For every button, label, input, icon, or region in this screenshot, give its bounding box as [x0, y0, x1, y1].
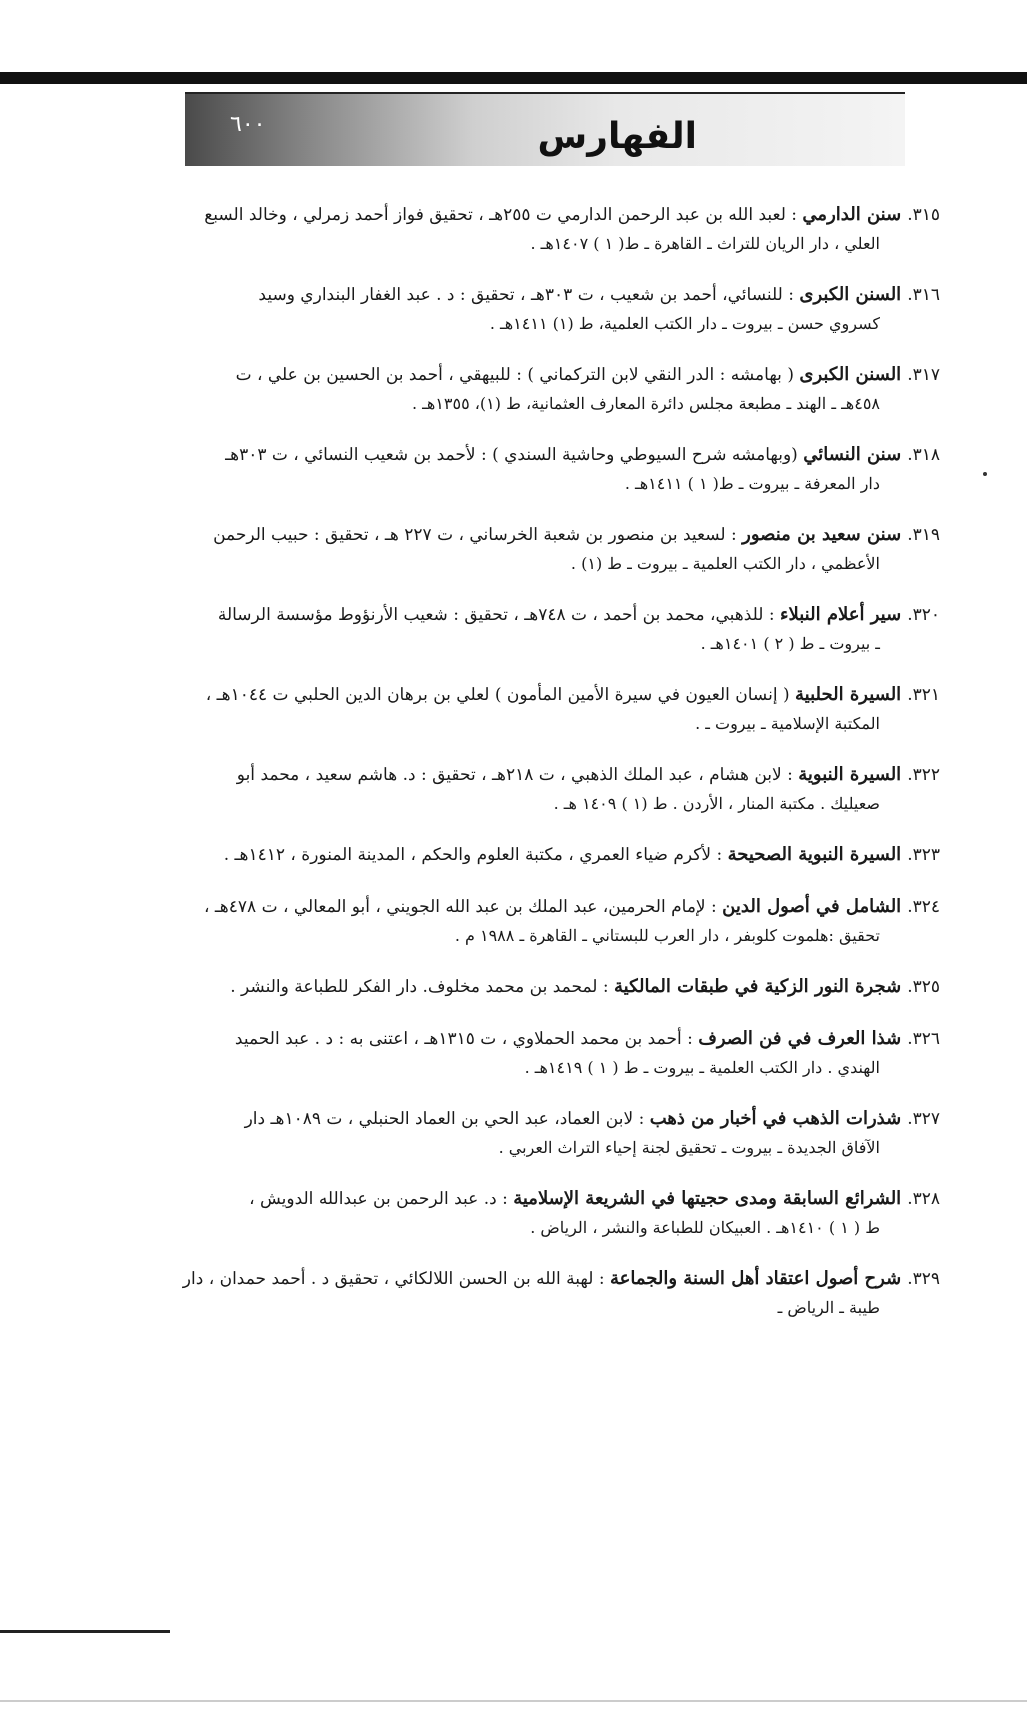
- entry-number: ٣٢٦.: [907, 1029, 940, 1049]
- entry-details: : للنسائي، أحمد بن شعيب ، ت ٣٠٣هـ ، تحقيق : د . عبد الغفار البنداري وسيد: [258, 285, 794, 305]
- entry-title: شجرة النور الزكية في طبقات المالكية: [614, 976, 902, 997]
- entry-title: شذا العرف في فن الصرف: [698, 1028, 902, 1049]
- list-item: [150, 892, 940, 950]
- list-item: [150, 600, 940, 658]
- list-item: [150, 1104, 940, 1162]
- entry-first-line: [150, 892, 940, 922]
- entry-details: : للذهبي، محمد بن أحمد ، ت ٧٤٨هـ ، تحقيق : شعيب الأرنؤوط مؤسسة الرسالة: [217, 605, 775, 625]
- list-item: [150, 760, 940, 818]
- entry-first-line: [150, 680, 940, 710]
- entry-first-line: [150, 1024, 940, 1054]
- scan-speck: [983, 472, 987, 476]
- entry-details: : لمحمد بن محمد مخلوف. دار الفكر للطباعة والنشر .: [230, 977, 609, 997]
- entry-continuation: العلي ، دار الريان للتراث ـ القاهرة ـ ط( ١ ) ١٤٠٧هـ .: [530, 234, 880, 253]
- entry-continuation: الآفاق الجديدة ـ بيروت ـ تحقيق لجنة إحياء التراث العربي .: [498, 1138, 880, 1157]
- entry-continuation: الهندي . دار الكتب العلمية ـ بيروت ـ ط ( ١ ) ١٤١٩هـ .: [524, 1058, 880, 1077]
- entry-continuation: ط ( ١ ) ١٤١٠هـ . العبيكان للطباعة والنشر ، الرياض .: [530, 1218, 880, 1237]
- entry-continuation: ٤٥٨هـ ـ الهند ـ مطبعة مجلس دائرة المعارف العثمانية، ط (١)، ١٣٥٥هـ .: [411, 394, 880, 413]
- entry-first-line: [150, 760, 940, 790]
- entry-title: السيرة النبوية الصحيحة: [727, 844, 902, 865]
- entry-number: ٣٢٩.: [907, 1269, 940, 1289]
- entry-continuation: دار المعرفة ـ بيروت ـ ط( ١ ) ١٤١١هـ .: [624, 474, 880, 493]
- entry-first-line: [150, 280, 940, 310]
- entry-first-line: [150, 600, 940, 630]
- entry-title: السنن الكبرى: [799, 364, 902, 385]
- entry-title: سير أعلام النبلاء: [780, 604, 902, 625]
- entry-continuation: الأعظمي ، دار الكتب العلمية ـ بيروت ـ ط (١) .: [570, 554, 880, 573]
- entry-first-line: [150, 1104, 940, 1134]
- entry-number: ٣٢٠.: [907, 605, 940, 625]
- entry-details: (وبهامشه شرح السيوطي وحاشية السندي ) : لأحمد بن شعيب النسائي ، ت ٣٠٣هـ: [225, 445, 798, 465]
- entry-details: : لسعيد بن منصور بن شعبة الخرساني ، ت ٢٢٧ هـ ، تحقيق : حبيب الرحمن: [213, 525, 737, 545]
- entry-title: شذرات الذهب في أخبار من ذهب: [649, 1108, 902, 1129]
- entry-title: الشرائع السابقة ومدى حجيتها في الشريعة الإسلامية: [513, 1188, 902, 1209]
- list-item: [150, 1264, 940, 1322]
- list-item: [150, 440, 940, 498]
- entry-first-line: [150, 200, 940, 230]
- entry-details: : لعبد الله بن عبد الرحمن الدارمي ت ٢٥٥هـ ، تحقيق فواز أحمد زمرلي ، وخالد السبع: [204, 205, 798, 225]
- entry-continuation: المكتبة الإسلامية ـ بيروت ـ .: [695, 714, 880, 733]
- list-item: [150, 520, 940, 578]
- bibliography-list: [150, 200, 940, 1344]
- entry-first-line: [150, 1184, 940, 1214]
- list-item: [150, 840, 940, 870]
- entry-first-line: [150, 840, 940, 870]
- entry-details: : لابن العماد، عبد الحي بن العماد الحنبلي ، ت ١٠٨٩هـ دار: [244, 1109, 645, 1129]
- entry-continuation: تحقيق :هلموت كلوبفر ، دار العرب للبستاني ـ القاهرة ـ ١٩٨٨ م .: [454, 926, 880, 945]
- entry-number: ٣١٦.: [907, 285, 940, 305]
- entry-title: الشامل في أصول الدين: [722, 896, 902, 917]
- entry-continuation: كسروي حسن ـ بيروت ـ دار الكتب العلمية، ط (١) ١٤١١هـ .: [489, 314, 880, 333]
- entry-title: شرح أصول اعتقاد أهل السنة والجماعة: [609, 1268, 902, 1289]
- entry-number: ٣٢١.: [907, 685, 940, 705]
- entry-title: السيرة النبوية: [798, 764, 902, 785]
- entry-number: ٣٢٥.: [907, 977, 940, 997]
- entry-number: ٣٢٤.: [907, 897, 940, 917]
- entry-number: ٣١٨.: [907, 445, 940, 465]
- entry-details: : لأكرم ضياء العمري ، مكتبة العلوم والحكم ، المدينة المنورة ، ١٤١٢هـ .: [223, 845, 723, 865]
- entry-continuation: طيبة ـ الرياض ـ: [777, 1298, 880, 1317]
- entry-title: السيرة الحلبية: [795, 684, 902, 705]
- top-scan-edge: [0, 72, 1027, 84]
- entry-continuation: صعيليك . مكتبة المنار ، الأردن . ط (١ ) ١٤٠٩ هـ .: [553, 794, 880, 813]
- page-number: ٦٠٠: [230, 112, 266, 137]
- entry-first-line: [150, 1264, 940, 1294]
- entry-number: ٣١٩.: [907, 525, 940, 545]
- entry-details: : د. عبد الرحمن بن عبدالله الدويش ،: [249, 1189, 508, 1209]
- entry-first-line: [150, 360, 940, 390]
- entry-number: ٣١٧.: [907, 365, 940, 385]
- list-item: [150, 1024, 940, 1082]
- entry-details: ( إنسان العيون في سيرة الأمين المأمون ) لعلي بن برهان الدين الحلبي ت ١٠٤٤هـ ،: [205, 685, 790, 705]
- entry-number: ٣٢٢.: [907, 765, 940, 785]
- entry-title: السنن الكبرى: [799, 284, 902, 305]
- entry-details: : لهبة الله بن الحسن اللالكائي ، تحقيق د . أحمد حمدان ، دار: [182, 1269, 605, 1289]
- list-item: [150, 360, 940, 418]
- entry-details: : لإمام الحرمين، عبد الملك بن عبد الله الجويني ، أبو المعالي ، ت ٤٧٨هـ ،: [203, 897, 717, 917]
- entry-continuation: ـ بيروت ـ ط ( ٢ ) ١٤٠١هـ .: [700, 634, 880, 653]
- bottom-edge: [0, 1700, 1027, 1702]
- entry-details: : أحمد بن محمد الحملاوي ، ت ١٣١٥هـ ، اعتنى به : د . عبد الحميد: [234, 1029, 693, 1049]
- entry-title: سنن النسائي: [803, 444, 902, 465]
- entry-first-line: [150, 440, 940, 470]
- page-title: الفهارس: [537, 116, 697, 157]
- entry-details: ( بهامشه : الدر النقي لابن التركماني ) : للبيهقي ، أحمد بن الحسين بن علي ، ت: [235, 365, 794, 385]
- list-item: [150, 200, 940, 258]
- entry-title: سنن الدارمي: [802, 204, 902, 225]
- list-item: [150, 280, 940, 338]
- entry-number: ٣٢٨.: [907, 1189, 940, 1209]
- entry-number: ٣٢٣.: [907, 845, 940, 865]
- entry-number: ٣١٥.: [907, 205, 940, 225]
- bottom-scan-mark: [0, 1630, 170, 1633]
- entry-first-line: [150, 972, 940, 1002]
- entry-details: : لابن هشام ، عبد الملك الذهبي ، ت ٢١٨هـ ، تحقيق : د. هاشم سعيد ، محمد أبو: [236, 765, 793, 785]
- entry-title: سنن سعيد بن منصور: [742, 524, 902, 545]
- entry-first-line: [150, 520, 940, 550]
- list-item: [150, 680, 940, 738]
- list-item: [150, 1184, 940, 1242]
- top-margin: [0, 0, 1027, 82]
- entry-number: ٣٢٧.: [907, 1109, 940, 1129]
- list-item: [150, 972, 940, 1002]
